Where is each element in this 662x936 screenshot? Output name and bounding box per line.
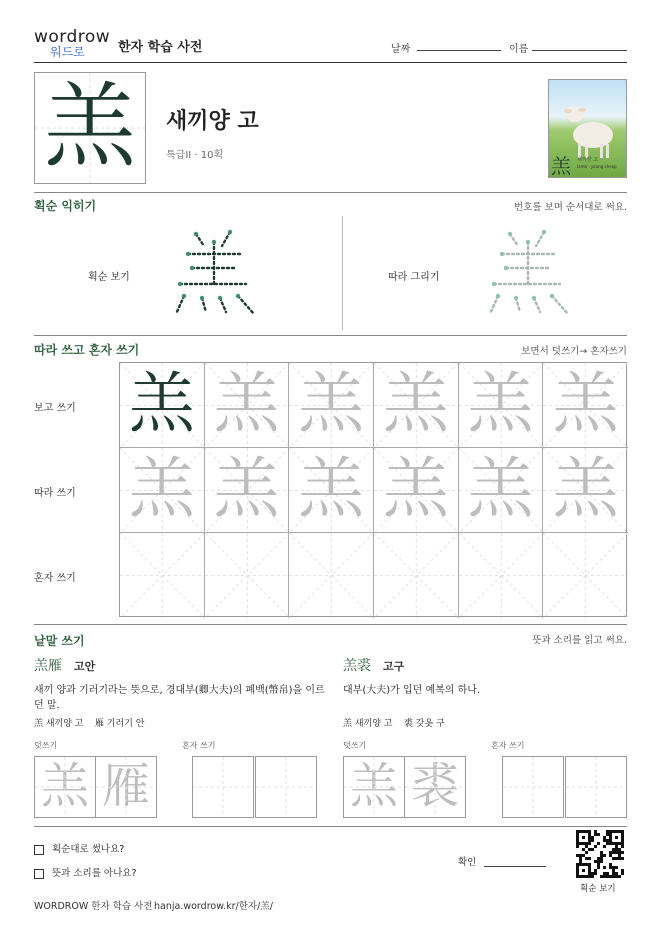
checkbox-1[interactable] [34, 845, 44, 855]
practice-grid [119, 362, 627, 617]
vocab-1-trace-box-2[interactable] [95, 756, 157, 818]
trace-char: 羔 [213, 450, 280, 527]
practice-cell[interactable] [459, 533, 544, 618]
stroke-section-note: 번호를 보며 순서대로 써요. [513, 202, 627, 213]
divider-3 [34, 624, 627, 625]
vocab-2-trace-char-2: 裘 [410, 758, 459, 814]
confirm-label: 확인 [458, 857, 477, 868]
confirm-field[interactable] [484, 866, 546, 867]
lamb-photo [548, 79, 627, 178]
stroke-section-title: 획순 익히기 [34, 199, 97, 213]
practice-cell[interactable] [459, 363, 544, 448]
word-title: 새끼양 고 [166, 109, 259, 134]
checklist-item-2-label: 뜻과 소리를 아나요? [52, 868, 137, 879]
name-label: 이름 [509, 44, 529, 55]
photo-caption-2: lamb · young sheep [577, 164, 617, 169]
stroke-trace-svg [472, 220, 582, 330]
practice-cell[interactable] [459, 448, 544, 533]
qr-label: 획순 보기 [580, 884, 616, 894]
vocab-1-solo-box-1[interactable] [192, 756, 254, 818]
vocab-2-solo-box-1[interactable] [502, 756, 564, 818]
practice-cell[interactable] [120, 533, 205, 618]
cell-guide-lines [543, 533, 628, 618]
practice-cell[interactable] [120, 448, 205, 533]
box-guide-lines [193, 757, 253, 817]
vocab-1-trace-label: 덧쓰기 [34, 741, 58, 750]
row-label-trace: 따라 쓰기 [34, 488, 76, 499]
trace-char: 羔 [467, 450, 534, 527]
row-label-solo: 혼자 쓰기 [34, 573, 76, 584]
practice-cell[interactable] [120, 363, 205, 448]
qr-code-svg [576, 830, 624, 878]
checklist-item-1[interactable] [34, 841, 124, 855]
vocab-section-title: 낱말 쓰기 [34, 634, 85, 648]
cell-guide-lines [459, 533, 544, 618]
practice-cell[interactable] [543, 363, 628, 448]
logo-text: wordrow [34, 27, 111, 47]
trace-char: 羔 [552, 450, 619, 527]
stroke-divider [342, 216, 343, 330]
practice-cell[interactable] [205, 533, 290, 618]
trace-char: 羔 [298, 365, 365, 442]
main-char: 羔 [43, 73, 136, 180]
vocab-2-solo-label: 혼자 쓰기 [491, 741, 525, 750]
qr-code[interactable] [576, 830, 624, 878]
practice-cell[interactable] [289, 448, 374, 533]
box-guide-lines [96, 757, 156, 817]
vocab-2-trace-char-1: 羔 [349, 758, 398, 814]
vocab-2-definition: 대부(大夫)가 입던 예복의 하나. [343, 685, 481, 696]
practice-cell[interactable] [543, 448, 628, 533]
vocab-1-solo-box-2[interactable] [255, 756, 317, 818]
practice-cell[interactable] [374, 533, 459, 618]
stroke-trace-label: 따라 그리기 [388, 272, 440, 283]
page-title: 한자 학습 사전 [118, 40, 203, 55]
box-guide-lines [566, 757, 626, 817]
box-guide-lines [35, 757, 95, 817]
vocab-section-note: 뜻과 소리를 읽고 써요. [532, 635, 627, 646]
vocab-2-trace-box-1[interactable] [343, 756, 405, 818]
date-field[interactable] [417, 50, 501, 51]
vocab-1-trace-box-1[interactable] [34, 756, 96, 818]
trace-char: 羔 [128, 450, 195, 527]
checklist-item-2[interactable] [34, 865, 137, 879]
name-field[interactable] [532, 50, 627, 51]
vocab-2-gloss: 羔 새끼양 고 裘 갖옷 구 [343, 719, 445, 729]
header-divider [34, 62, 627, 63]
trace-char: 羔 [213, 365, 280, 442]
main-char-box [34, 72, 146, 184]
cell-guide-lines [205, 533, 290, 618]
logo-subtext: 워드로 [50, 45, 85, 59]
vocab-1-trace-char-2: 雁 [101, 758, 150, 814]
stroke-order-diagram [158, 220, 268, 330]
box-guide-lines [503, 757, 563, 817]
stroke-order-svg [158, 220, 268, 330]
trace-char: 羔 [467, 365, 534, 442]
cell-guide-lines [374, 533, 459, 618]
vocab-1-trace-char-1: 羔 [40, 758, 89, 814]
photo-char: 羔 [551, 154, 571, 178]
cell-guide-lines [120, 533, 205, 618]
cell-guide-lines [289, 533, 374, 618]
vocab-2-hanja: 羔裘 [343, 658, 371, 674]
word-meta: 특급II · 10획 [166, 150, 224, 161]
trace-char: 羔 [382, 365, 449, 442]
stroke-trace-diagram[interactable] [472, 220, 582, 330]
vocab-1-solo-label: 혼자 쓰기 [182, 741, 216, 750]
box-guide-lines [344, 757, 404, 817]
vocab-1-reading: 고안 [74, 660, 96, 673]
practice-section-note: 보면서 덧쓰기→ 혼자쓰기 [521, 346, 627, 357]
vocab-2-trace-box-2[interactable] [404, 756, 466, 818]
vocab-1-definition: 새끼 양과 기러기라는 뜻으로, 경대부(卿大夫)의 폐백(幣帛)을 이르던 말. [34, 685, 325, 711]
divider-4 [34, 826, 627, 827]
box-guide-lines [405, 757, 465, 817]
practice-cell[interactable] [289, 533, 374, 618]
practice-cell[interactable] [374, 448, 459, 533]
practice-cell[interactable] [205, 363, 290, 448]
date-label: 날짜 [391, 44, 411, 55]
checkbox-2[interactable] [34, 869, 44, 879]
trace-char: 羔 [552, 365, 619, 442]
vocab-2-trace-label: 덧쓰기 [343, 741, 367, 750]
model-char: 羔 [128, 365, 195, 442]
trace-char: 羔 [298, 450, 365, 527]
footer-url[interactable]: hanja.wordrow.kr/한자/羔/ [154, 901, 273, 912]
footer-brand: WORDROW 한자 학습 사전 [34, 901, 153, 912]
wordrow-logo [34, 28, 112, 62]
box-guide-lines [256, 757, 316, 817]
practice-cell[interactable] [543, 533, 628, 618]
stroke-view-label: 획순 보기 [88, 272, 130, 283]
divider-2 [34, 335, 627, 336]
row-label-view: 보고 쓰기 [34, 403, 76, 414]
practice-section-title: 따라 쓰고 혼자 쓰기 [34, 343, 140, 357]
practice-cell[interactable] [205, 448, 290, 533]
vocab-2-reading: 고구 [383, 660, 405, 673]
vocab-2-solo-box-2[interactable] [565, 756, 627, 818]
trace-char: 羔 [382, 450, 449, 527]
checklist-item-1-label: 획순대로 썼나요? [52, 844, 125, 855]
divider-1 [34, 192, 627, 193]
practice-cell[interactable] [374, 363, 459, 448]
vocab-1-gloss: 羔 새끼양 고 雁 기러기 안 [34, 719, 145, 729]
vocab-1-hanja: 羔雁 [34, 658, 62, 674]
practice-cell[interactable] [289, 363, 374, 448]
photo-caption-1: 새끼양 고 [577, 157, 598, 163]
